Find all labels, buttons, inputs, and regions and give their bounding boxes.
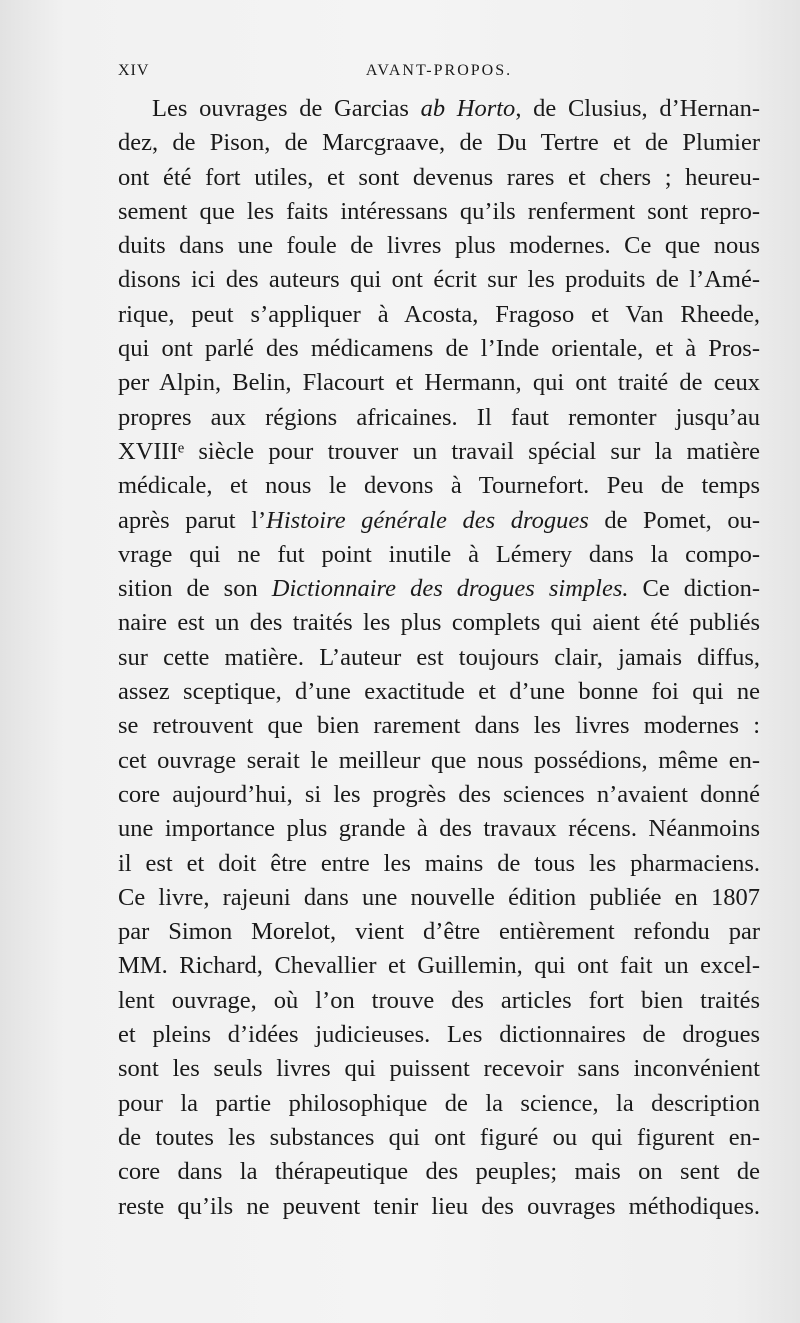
text-line: per Alpin, Belin, Flacourt et Hermann, qui ont traité de ceux [118,369,760,397]
text-line: sur cette matière. L’auteur est toujours clair, jamais diffus, [118,643,760,671]
text-line: et pleins d’idées judicieuses. Les dictionnaires de drogues [118,1021,760,1049]
text-line: par Simon Morelot, vient d’être entièrement refondu par [118,918,760,946]
text-line: core aujourd’hui, si les progrès des sciences n’avaient donné [118,780,760,808]
text-line: dez, de Pison, de Marcgraave, de Du Tertre et de Plumier [118,129,760,157]
text-line: sement que les faits intéressans qu’ils renferment sont repro- [118,197,760,225]
italic-title: ab Horto [420,95,516,122]
text-line: il est et doit être entre les mains de tous les pharmaciens. [118,849,760,877]
page-number: XIV [118,62,150,79]
text-line: pour la partie philosophique de la science, la description [118,1089,760,1117]
text-line: vrage qui ne fut point inutile à Lémery dans la compo- [118,540,760,568]
text-line: XVIIIᵉ siècle pour trouver un travail spécial sur la matière [118,437,760,465]
text-line: sont les seuls livres qui puissent recevoir sans inconvénient [118,1055,760,1083]
text-line: propres aux régions africaines. Il faut remonter jusqu’au [118,403,760,431]
text-line: une importance plus grande à des travaux récens. Néanmoins [118,815,760,843]
text-line: rique, peut s’appliquer à Acosta, Fragoso et Van Rheede, [118,300,760,328]
text-line: qui ont parlé des médicamens de l’Inde orientale, et à Pros- [118,335,760,363]
text-line: cet ouvrage serait le meilleur que nous possédions, même en- [118,746,760,774]
page-header [118,62,760,86]
text-line: disons ici des auteurs qui ont écrit sur les produits de l’Amé- [118,266,760,294]
text-line: après parut l’Histoire générale des drogues de Pomet, ou- [118,506,761,534]
text-line: se retrouvent que bien rarement dans les livres modernes : [118,712,760,740]
text-line: naire est un des traités les plus complets qui aient été publiés [118,609,760,637]
body-text [118,92,760,1224]
italic-title: Dictionnaire des drogues simples. [271,575,629,603]
running-title: AVANT-PROPOS. [365,62,513,79]
text-line: Les ouvrages de Garcias ab Horto, de Clusius, d’Hernan- [152,95,760,122]
text-line: duits dans une foule de livres plus modernes. Ce que nous [118,232,760,260]
text-line: core dans la thérapeutique des peuples; mais on sent de [118,1158,760,1186]
text-line: assez sceptique, d’une exactitude et d’une bonne foi qui ne [118,678,760,706]
text-line: Ce livre, rajeuni dans une nouvelle édition publiée en 1807 [118,883,760,911]
text-line: ont été fort utiles, et sont devenus rares et chers ; heureu- [118,163,760,191]
text-line: MM. Richard, Chevallier et Guillemin, qui ont fait un excel- [118,952,760,980]
text-line: médicale, et nous le devons à Tournefort. Peu de temps [118,472,760,500]
text-line: reste qu’ils ne peuvent tenir lieu des ouvrages méthodiques. [118,1192,760,1220]
text-line: lent ouvrage, où l’on trouve des articles fort bien traités [118,986,760,1014]
text-line: de toutes les substances qui ont figuré ou qui figurent en- [118,1123,760,1151]
italic-title: Histoire générale des drogues [266,506,589,534]
text-line: sition de son Dictionnaire des drogues simples. Ce diction- [118,575,761,603]
